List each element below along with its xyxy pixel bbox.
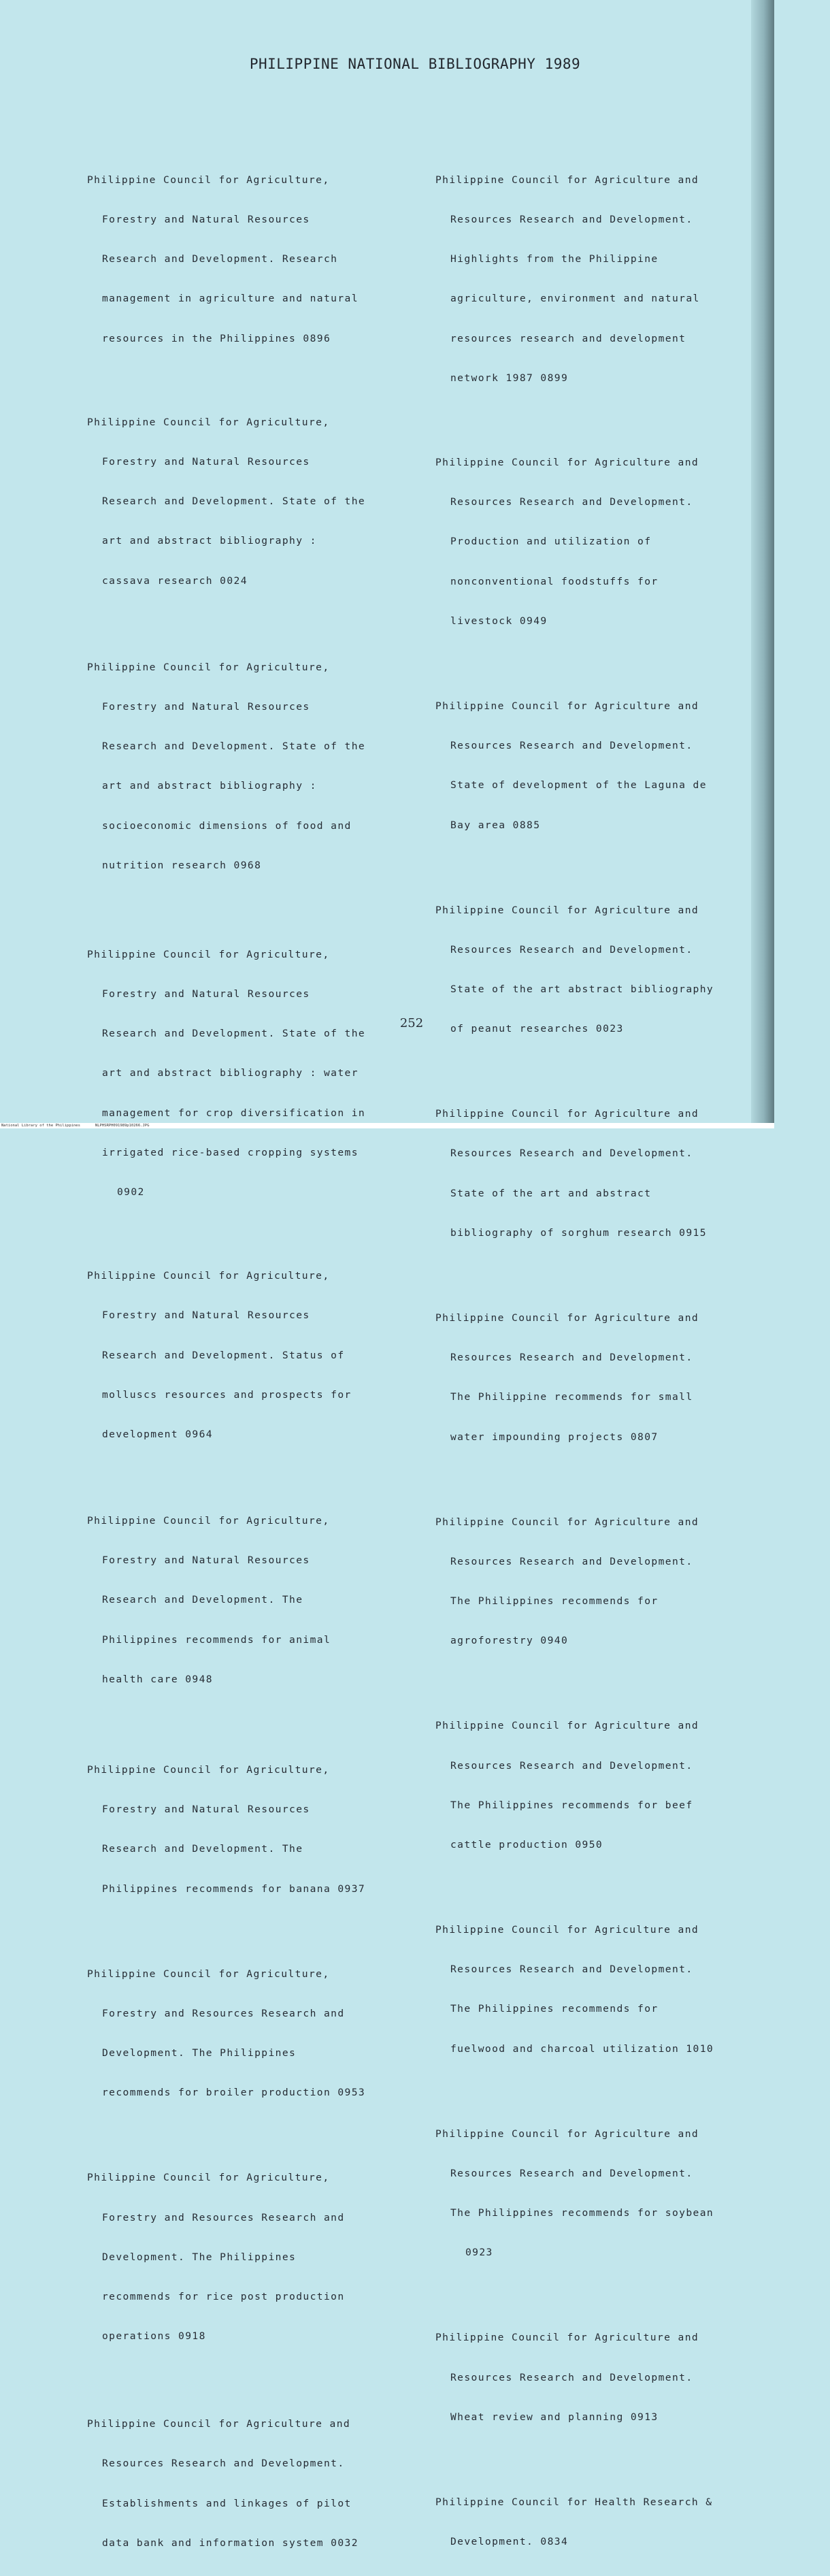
- entry-line: Philippine Council for Health Research &: [435, 2496, 713, 2508]
- entry-line: Philippine Council for Agriculture,: [87, 948, 330, 960]
- entry-line: Philippine Council for Agriculture,: [87, 174, 330, 186]
- entry-line: agriculture, environment and natural: [450, 293, 700, 305]
- entry-line: State of the art abstract bibliography: [450, 983, 714, 995]
- entry-line: Forestry and Resources Research and: [102, 2007, 345, 2019]
- entry-line: Philippine Council for Agriculture and: [435, 2332, 699, 2344]
- entry-line: Philippine Council for Agriculture and: [435, 174, 699, 186]
- bibliography-entry: [87, 634, 427, 898]
- left-column: [87, 147, 427, 2576]
- entry-line: Establishments and linkages of pilot: [102, 2497, 352, 2509]
- entry-line: management for crop diversification in: [102, 1107, 366, 1119]
- bibliography-entry: [87, 2145, 427, 2369]
- entry-line: livestock 0949: [450, 615, 548, 627]
- entry-line: The Philippines recommends for: [450, 2003, 659, 2015]
- entry-line: Forestry and Natural Resources: [102, 214, 310, 226]
- entry-line: Resources Research and Development.: [102, 2458, 345, 2470]
- page-number: 252: [399, 1016, 424, 1030]
- entry-line: development 0964: [102, 1428, 213, 1440]
- bibliography-entry: [435, 673, 762, 858]
- entry-line: Resources Research and Development.: [450, 2371, 693, 2383]
- entry-line: data bank and information system 0032: [102, 2537, 359, 2549]
- entry-line: water impounding projects 0807: [450, 1431, 659, 1443]
- bibliography-entry: [87, 1941, 427, 2126]
- right-column: [435, 147, 762, 2575]
- entry-line: fuelwood and charcoal utilization 1010: [450, 2042, 714, 2055]
- entry-line: Philippine Council for Agriculture and: [435, 700, 699, 712]
- entry-line: Resources Research and Development.: [450, 943, 693, 956]
- entry-line: Philippine Council for Agriculture and: [435, 1720, 699, 1732]
- entry-line: cattle production 0950: [450, 1838, 603, 1851]
- entry-line: Forestry and Natural Resources: [102, 1554, 310, 1567]
- bibliography-entry: [435, 1489, 762, 1674]
- entry-line: socioeconomic dimensions of food and: [102, 819, 352, 832]
- entry-line: State of development of the Laguna de: [450, 779, 707, 792]
- bibliography-entry: [435, 877, 762, 1062]
- entry-line: The Philippines recommends for beef: [450, 1799, 693, 1811]
- entry-line: Wheat review and planning 0913: [450, 2411, 659, 2423]
- entry-line: health care 0948: [102, 1673, 213, 1685]
- bibliography-entry: [435, 1285, 762, 1470]
- footer-filename: NLPHSRPH091989p10266.JPG: [95, 1124, 150, 1128]
- entry-line: Development. 0834: [450, 2536, 569, 2548]
- entry-line: Philippine Council for Agriculture,: [87, 1968, 330, 1980]
- bibliography-entry: [435, 2101, 762, 2286]
- entry-line: resources in the Philippines 0896: [102, 332, 331, 344]
- entry-line: molluscs resources and prospects for: [102, 1388, 352, 1401]
- entry-line: Forestry and Resources Research and: [102, 2211, 345, 2223]
- entry-line: Resources Research and Development.: [450, 214, 693, 226]
- entry-line: Philippine Council for Agriculture and: [435, 1923, 699, 1936]
- entry-line: Philippine Council for Agriculture and: [435, 456, 699, 468]
- bibliography-entry: [87, 147, 427, 372]
- entry-line: Philippine Council for Agriculture and: [435, 1516, 699, 1528]
- entry-line: Development. The Philippines: [102, 2047, 297, 2059]
- entry-line: art and abstract bibliography :: [102, 780, 317, 792]
- entry-line: Research and Development. Research: [102, 253, 338, 265]
- scan-footer: [1, 1123, 149, 1128]
- entry-line: Forestry and Natural Resources: [102, 700, 310, 713]
- entry-line: bibliography of sorghum research 0915: [450, 1226, 707, 1239]
- entry-line: Research and Development. State of the: [102, 495, 366, 508]
- entry-line: management in agriculture and natural: [102, 293, 359, 305]
- entry-line: Philippine Council for Agriculture and: [435, 1108, 699, 1120]
- bibliography-entry: [435, 1081, 762, 1266]
- entry-line: Research and Development. Status of: [102, 1349, 345, 1361]
- bibliography-entry: [87, 2391, 427, 2576]
- entry-line: Philippines recommends for banana 0937: [102, 1882, 366, 1895]
- entry-line: Highlights from the Philippine: [450, 253, 659, 265]
- entry-line: operations 0918: [102, 2330, 206, 2343]
- entry-line: Bay area 0885: [450, 819, 541, 831]
- bibliography-entry: [435, 147, 762, 411]
- entry-line: Philippine Council for Agriculture,: [87, 416, 330, 428]
- entry-line: 0923: [465, 2247, 493, 2259]
- bibliography-entry: [87, 1243, 427, 1467]
- entry-line: nutrition research 0968: [102, 859, 262, 871]
- entry-line: Philippine Council for Agriculture,: [87, 1270, 330, 1282]
- entry-line: Resources Research and Development.: [450, 740, 693, 752]
- entry-line: Philippine Council for Agriculture,: [87, 2172, 330, 2184]
- bibliography-entry: [87, 922, 427, 1225]
- entry-line: Forestry and Natural Resources: [102, 1309, 310, 1322]
- entry-line: Resources Research and Development.: [450, 1555, 693, 1567]
- page-title: PHILIPPINE NATIONAL BIBLIOGRAPHY 1989: [249, 56, 581, 72]
- entry-line: Research and Development. The: [102, 1594, 303, 1606]
- entry-line: Forestry and Natural Resources: [102, 1804, 310, 1816]
- entry-line: Research and Development. The: [102, 1843, 303, 1855]
- entry-line: art and abstract bibliography :: [102, 535, 317, 547]
- entry-line: agroforestry 0940: [450, 1635, 569, 1647]
- entry-line: Philippine Council for Agriculture,: [87, 1515, 330, 1527]
- entry-line: of peanut researches 0023: [450, 1023, 624, 1035]
- entry-line: Resources Research and Development.: [450, 1352, 693, 1364]
- entry-line: The Philippine recommends for small: [450, 1391, 693, 1403]
- footer-credit: National Library of the Philippines: [1, 1124, 80, 1128]
- entry-line: Resources Research and Development.: [450, 1147, 693, 1160]
- bibliography-entry: [435, 1897, 762, 2082]
- entry-line: Resources Research and Development.: [450, 2167, 693, 2179]
- bibliography-entry: [87, 1737, 427, 1922]
- entry-line: The Philippines recommends for soybean: [450, 2207, 714, 2219]
- entry-line: Resources Research and Development.: [450, 496, 693, 508]
- bibliography-entry: [435, 2305, 762, 2450]
- entry-line: art and abstract bibliography : water: [102, 1067, 359, 1079]
- entry-line: Philippine Council for Agriculture and: [435, 2127, 699, 2140]
- entry-line: Philippine Council for Agriculture and: [435, 904, 699, 916]
- entry-line: cassava research 0024: [102, 574, 248, 587]
- entry-line: Philippine Council for Agriculture,: [87, 661, 330, 673]
- entry-line: irrigated rice-based cropping systems: [102, 1146, 359, 1158]
- entry-line: Resources Research and Development.: [450, 1963, 693, 1976]
- entry-line: Research and Development. State of the: [102, 740, 366, 753]
- entry-line: The Philippines recommends for: [450, 1595, 659, 1608]
- entry-line: Philippine Council for Agriculture,: [87, 1763, 330, 1776]
- entry-line: Forestry and Natural Resources: [102, 455, 310, 468]
- entry-line: Production and utilization of: [450, 536, 652, 548]
- entry-line: Development. The Philippines: [102, 2251, 297, 2263]
- bibliography-entry: [87, 389, 427, 614]
- entry-line: Philippine Council for Agriculture and: [435, 1311, 699, 1324]
- bibliography-entry: [87, 1488, 427, 1712]
- entry-line: State of the art and abstract: [450, 1187, 652, 1199]
- entry-line: Forestry and Natural Resources: [102, 988, 310, 1000]
- bibliography-entry: [435, 429, 762, 654]
- entry-line: 0902: [117, 1186, 145, 1199]
- entry-line: recommends for rice post production: [102, 2290, 345, 2302]
- entry-line: Philippines recommends for animal: [102, 1633, 331, 1646]
- bibliography-entry: [435, 2469, 762, 2575]
- bibliography-entry: [435, 1693, 762, 1878]
- entry-line: network 1987 0899: [450, 372, 569, 384]
- entry-line: Philippine Council for Agriculture and: [87, 2418, 351, 2430]
- entry-line: recommends for broiler production 0953: [102, 2087, 366, 2099]
- entry-line: Resources Research and Development.: [450, 1759, 693, 1772]
- entry-line: Research and Development. State of the: [102, 1028, 366, 1040]
- entry-line: resources research and development: [450, 332, 686, 344]
- entry-line: nonconventional foodstuffs for: [450, 575, 659, 587]
